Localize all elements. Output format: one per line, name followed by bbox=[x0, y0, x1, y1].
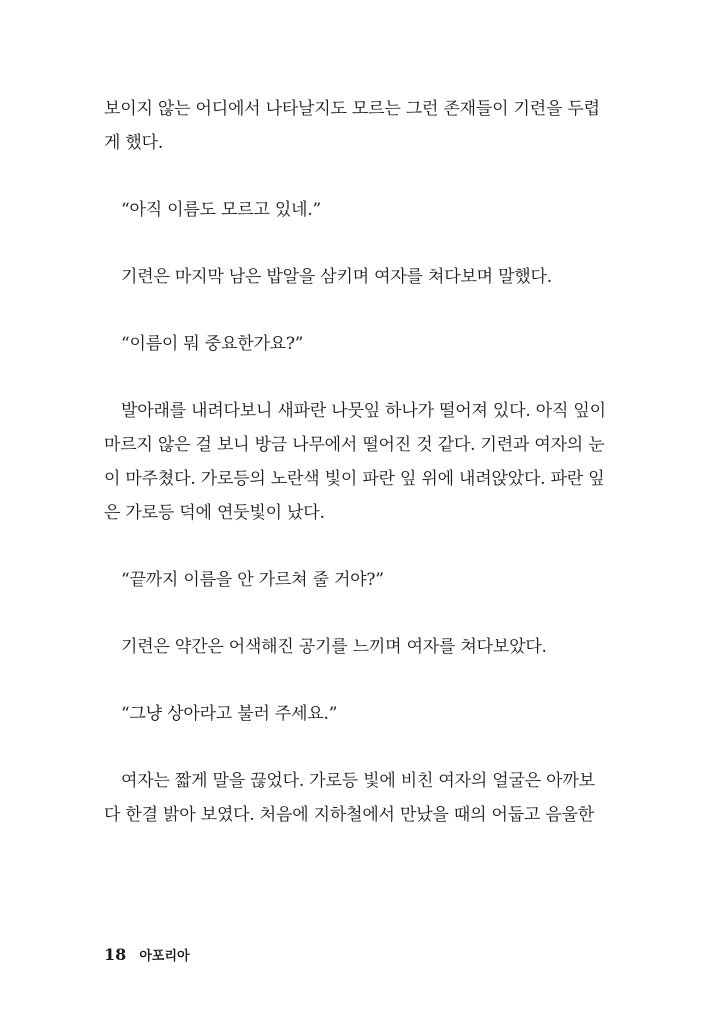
paragraph bbox=[104, 394, 614, 530]
text-line: “그냥 상아라고 불러 주세요.” bbox=[121, 704, 338, 724]
text-line: 이 마주쳤다. 가로등의 노란색 빛이 파란 잎 위에 내려앉았다. 파란 잎 bbox=[104, 469, 605, 489]
text-line: 기련은 마지막 남은 밥알을 삼키며 여자를 쳐다보며 말했다. bbox=[121, 267, 552, 287]
dialogue-paragraph bbox=[104, 193, 614, 227]
text-line: 기련은 약간은 어색해진 공기를 느끼며 여자를 쳐다보았다. bbox=[121, 637, 547, 657]
dialogue-paragraph bbox=[104, 697, 614, 731]
text-line: 발아래를 내려다보니 새파란 나뭇잎 하나가 떨어져 있다. 아직 잎이 bbox=[121, 401, 606, 421]
text-line: “아직 이름도 모르고 있네.” bbox=[121, 200, 322, 220]
paragraph bbox=[104, 92, 614, 160]
text-line: 게 했다. bbox=[104, 133, 164, 153]
page-number: 18 bbox=[104, 945, 127, 964]
paragraph bbox=[104, 630, 614, 664]
text-line: 보이지 않는 어디에서 나타날지도 모르는 그런 존재들이 기련을 두렵 bbox=[104, 99, 600, 119]
paragraph bbox=[104, 260, 614, 294]
page-body bbox=[104, 92, 614, 865]
dialogue-paragraph bbox=[104, 327, 614, 361]
page-footer bbox=[104, 945, 190, 964]
paragraph bbox=[104, 764, 614, 832]
text-line: 다 한결 밝아 보였다. 처음에 지하철에서 만났을 때의 어둡고 음울한 bbox=[104, 805, 595, 825]
text-line: 은 가로등 덕에 연둣빛이 났다. bbox=[104, 503, 325, 523]
text-line: 마르지 않은 걸 보니 방금 나무에서 떨어진 것 같다. 기련과 여자의 눈 bbox=[104, 435, 605, 455]
text-line: “끝까지 이름을 안 가르쳐 줄 거야?” bbox=[121, 570, 384, 590]
dialogue-paragraph bbox=[104, 563, 614, 597]
text-line: “이름이 뭐 중요한가요?” bbox=[121, 334, 304, 354]
book-title: 아포리아 bbox=[139, 949, 190, 964]
text-line: 여자는 짧게 말을 끊었다. 가로등 빛에 비친 여자의 얼굴은 아까보 bbox=[121, 771, 595, 791]
